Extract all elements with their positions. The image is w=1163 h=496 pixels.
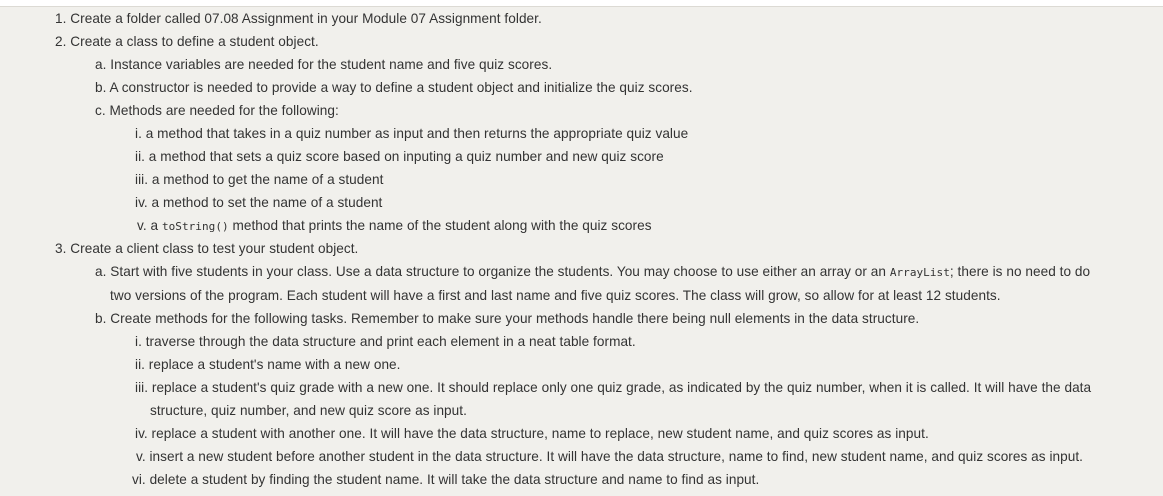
- step-2c-iii: iii. a method to get the name of a student: [135, 172, 384, 187]
- step-3a-continued: two versions of the program. Each student will have a first and last name and five quiz scores. The class will grow, so allow for at least 12 students.: [110, 288, 1001, 303]
- step-2c-ii: ii. a method that sets a quiz score based on inputing a quiz number and new quiz score: [135, 149, 664, 164]
- step-3a: [95, 264, 1090, 281]
- step-2a: a. Instance variables are needed for the student name and five quiz scores.: [95, 57, 553, 72]
- step-3b-iii-continued: structure, quiz number, and new quiz score as input.: [150, 403, 467, 418]
- step-2c-i: i. a method that takes in a quiz number as input and then returns the appropriate quiz value: [135, 126, 689, 141]
- step-2b: b. A constructor is needed to provide a way to define a student object and initialize the quiz scores.: [95, 80, 693, 95]
- step-3b: b. Create methods for the following tasks. Remember to make sure your methods handle there being null elements in the data structure.: [95, 311, 920, 326]
- step-3b-i: i. traverse through the data structure and print each element in a neat table format.: [135, 334, 636, 349]
- step-3b-v: v. insert a new student before another student in the data structure. It will have the data structure, name to find, new student name, and quiz scores as input.: [136, 449, 1084, 464]
- step-3a-suffix: ; there is no need to do: [949, 264, 1091, 279]
- step-2: 2. Create a class to define a student object.: [55, 34, 319, 49]
- step-2c: c. Methods are needed for the following:: [95, 103, 339, 118]
- step-2c-v: [137, 218, 652, 235]
- step-3b-iii: iii. replace a student's quiz grade with a new one. It should replace only one quiz grade, as indicated by the quiz number, when it is called. It will have the data: [135, 380, 1092, 395]
- tostring-code: toString(): [161, 220, 229, 233]
- step-3a-prefix: a. Start with five students in your class. Use a data structure to organize the students. You may choose to use either an array or an: [95, 264, 890, 279]
- step-3b-vi: vi. delete a student by finding the student name. It will take the data structure and name to find as input.: [132, 472, 760, 487]
- step-3b-ii: ii. replace a student's name with a new one.: [135, 357, 401, 372]
- step-3b-iv: iv. replace a student with another one. It will have the data structure, name to replace, new student name, and quiz scores as input.: [135, 426, 929, 441]
- arraylist-code: ArrayList: [889, 266, 950, 279]
- step-2c-iv: iv. a method to set the name of a student: [135, 195, 383, 210]
- step-1: 1. Create a folder called 07.08 Assignment in your Module 07 Assignment folder.: [55, 11, 542, 26]
- assignment-instructions-panel: [0, 6, 1163, 496]
- step-2c-v-prefix: v. a: [137, 218, 162, 233]
- step-3: 3. Create a client class to test your student object.: [55, 241, 359, 256]
- step-2c-v-suffix: method that prints the name of the student along with the quiz scores: [228, 218, 652, 233]
